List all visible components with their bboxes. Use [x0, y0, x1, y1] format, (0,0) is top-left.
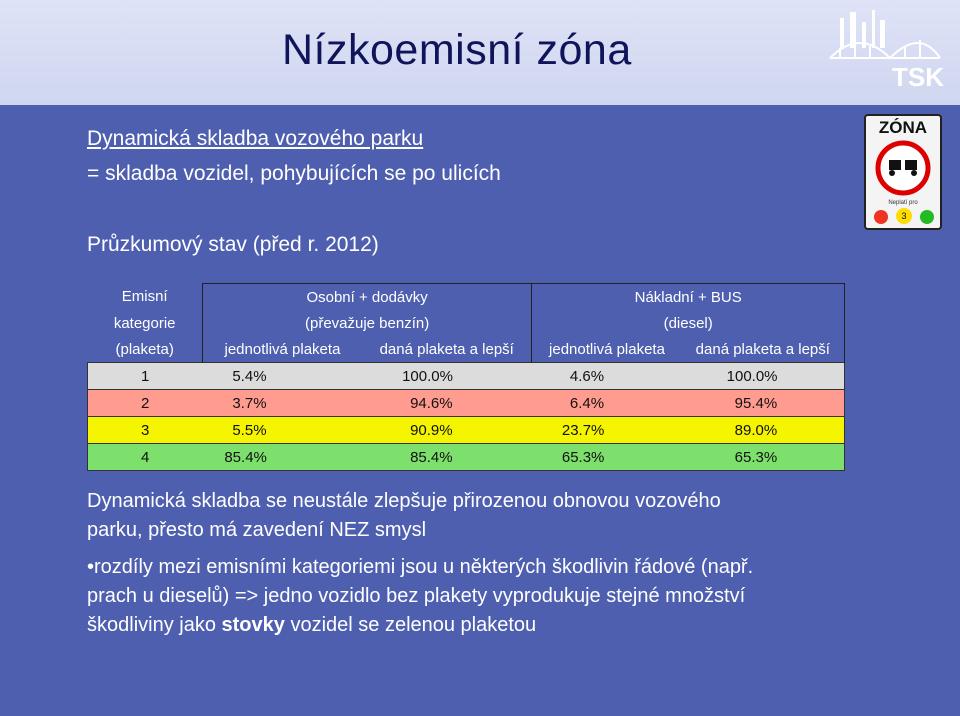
- header-cat-1: Emisní: [121, 288, 168, 306]
- logo-text: TSK: [892, 62, 944, 92]
- zone-sign-note: Neplatí pro: [888, 200, 918, 206]
- row-category: 1: [88, 363, 203, 390]
- fleet-table: [87, 283, 845, 471]
- paragraph-1-line-2: parku, přesto má zavedení NEZ smysl: [87, 519, 427, 541]
- green-badge-icon: [920, 210, 934, 224]
- row-value: 65.3%: [682, 444, 845, 471]
- header-sub-2: daná plaketa a lepší: [379, 340, 514, 358]
- yellow-badge-icon: 3: [896, 208, 912, 224]
- row-value: 100.0%: [362, 363, 532, 390]
- row-category: 3: [88, 417, 203, 444]
- header-bar: [0, 0, 960, 105]
- paragraph-2-line-3-a: škodliviny jako: [87, 614, 222, 636]
- no-entry-sign-icon: [875, 140, 931, 196]
- row-value: 5.5%: [202, 417, 362, 444]
- row-value: 5.4%: [202, 363, 362, 390]
- red-badge-icon: [874, 210, 888, 224]
- zone-sign: [864, 114, 942, 230]
- page-title: Nízkoemisní zóna: [282, 26, 632, 74]
- paragraph-1-line-1: Dynamická skladba se neustále zlepšuje přirozenou obnovou vozového: [87, 490, 721, 512]
- paragraph-2-emphasis: stovky: [221, 614, 285, 636]
- table-row: [88, 417, 845, 444]
- header-group-2a: Nákladní + BUS: [532, 284, 845, 311]
- row-value: 90.9%: [362, 417, 532, 444]
- paragraph-2-line-3: [87, 611, 897, 640]
- row-value: 95.4%: [682, 390, 845, 417]
- paragraph-2-line-1: •rozdíly mezi emisními kategoriemi jsou u některých škodlivin řádové (např.: [87, 556, 754, 578]
- row-value: 94.6%: [362, 390, 532, 417]
- table-row: [88, 363, 845, 390]
- header-group-2b: (diesel): [532, 310, 845, 336]
- row-value: 85.4%: [202, 444, 362, 471]
- row-category: 2: [88, 390, 203, 417]
- row-value: 100.0%: [682, 363, 845, 390]
- row-category: 4: [88, 444, 203, 471]
- header-group-1a: Osobní + dodávky: [202, 284, 532, 311]
- row-value: 85.4%: [362, 444, 532, 471]
- table-row: [88, 444, 845, 471]
- header-cat-3: (plaketa): [115, 340, 174, 358]
- definition-text: = skladba vozidel, pohybujících se po ulicích: [87, 162, 501, 185]
- row-value: 6.4%: [532, 390, 682, 417]
- paragraph-1: [87, 487, 887, 545]
- subtitle-link[interactable]: Dynamická skladba vozového parku: [87, 127, 424, 150]
- row-value: 23.7%: [532, 417, 682, 444]
- row-value: 89.0%: [682, 417, 845, 444]
- header-sub-1: jednotlivá plaketa: [202, 336, 362, 363]
- header-sub-3: jednotlivá plaketa: [532, 336, 682, 363]
- paragraph-2-line-2: prach u dieselů) => jedno vozidlo bez plakety vyprodukuje stejné množství: [87, 585, 746, 607]
- header-sub-4: daná plaketa a lepší: [682, 336, 845, 363]
- header-cat-2: kategorie: [113, 314, 176, 332]
- header-group-1b: (převažuje benzín): [202, 310, 532, 336]
- row-value: 65.3%: [532, 444, 682, 471]
- row-value: 3.7%: [202, 390, 362, 417]
- survey-label: Průzkumový stav (před r. 2012): [87, 233, 379, 256]
- paragraph-2-line-3-c: vozidel se zelenou plaketou: [284, 614, 537, 636]
- table-row: [88, 390, 845, 417]
- row-value: 4.6%: [532, 363, 682, 390]
- zone-sign-title: ZÓNA: [878, 118, 928, 137]
- paragraph-2: [87, 553, 897, 640]
